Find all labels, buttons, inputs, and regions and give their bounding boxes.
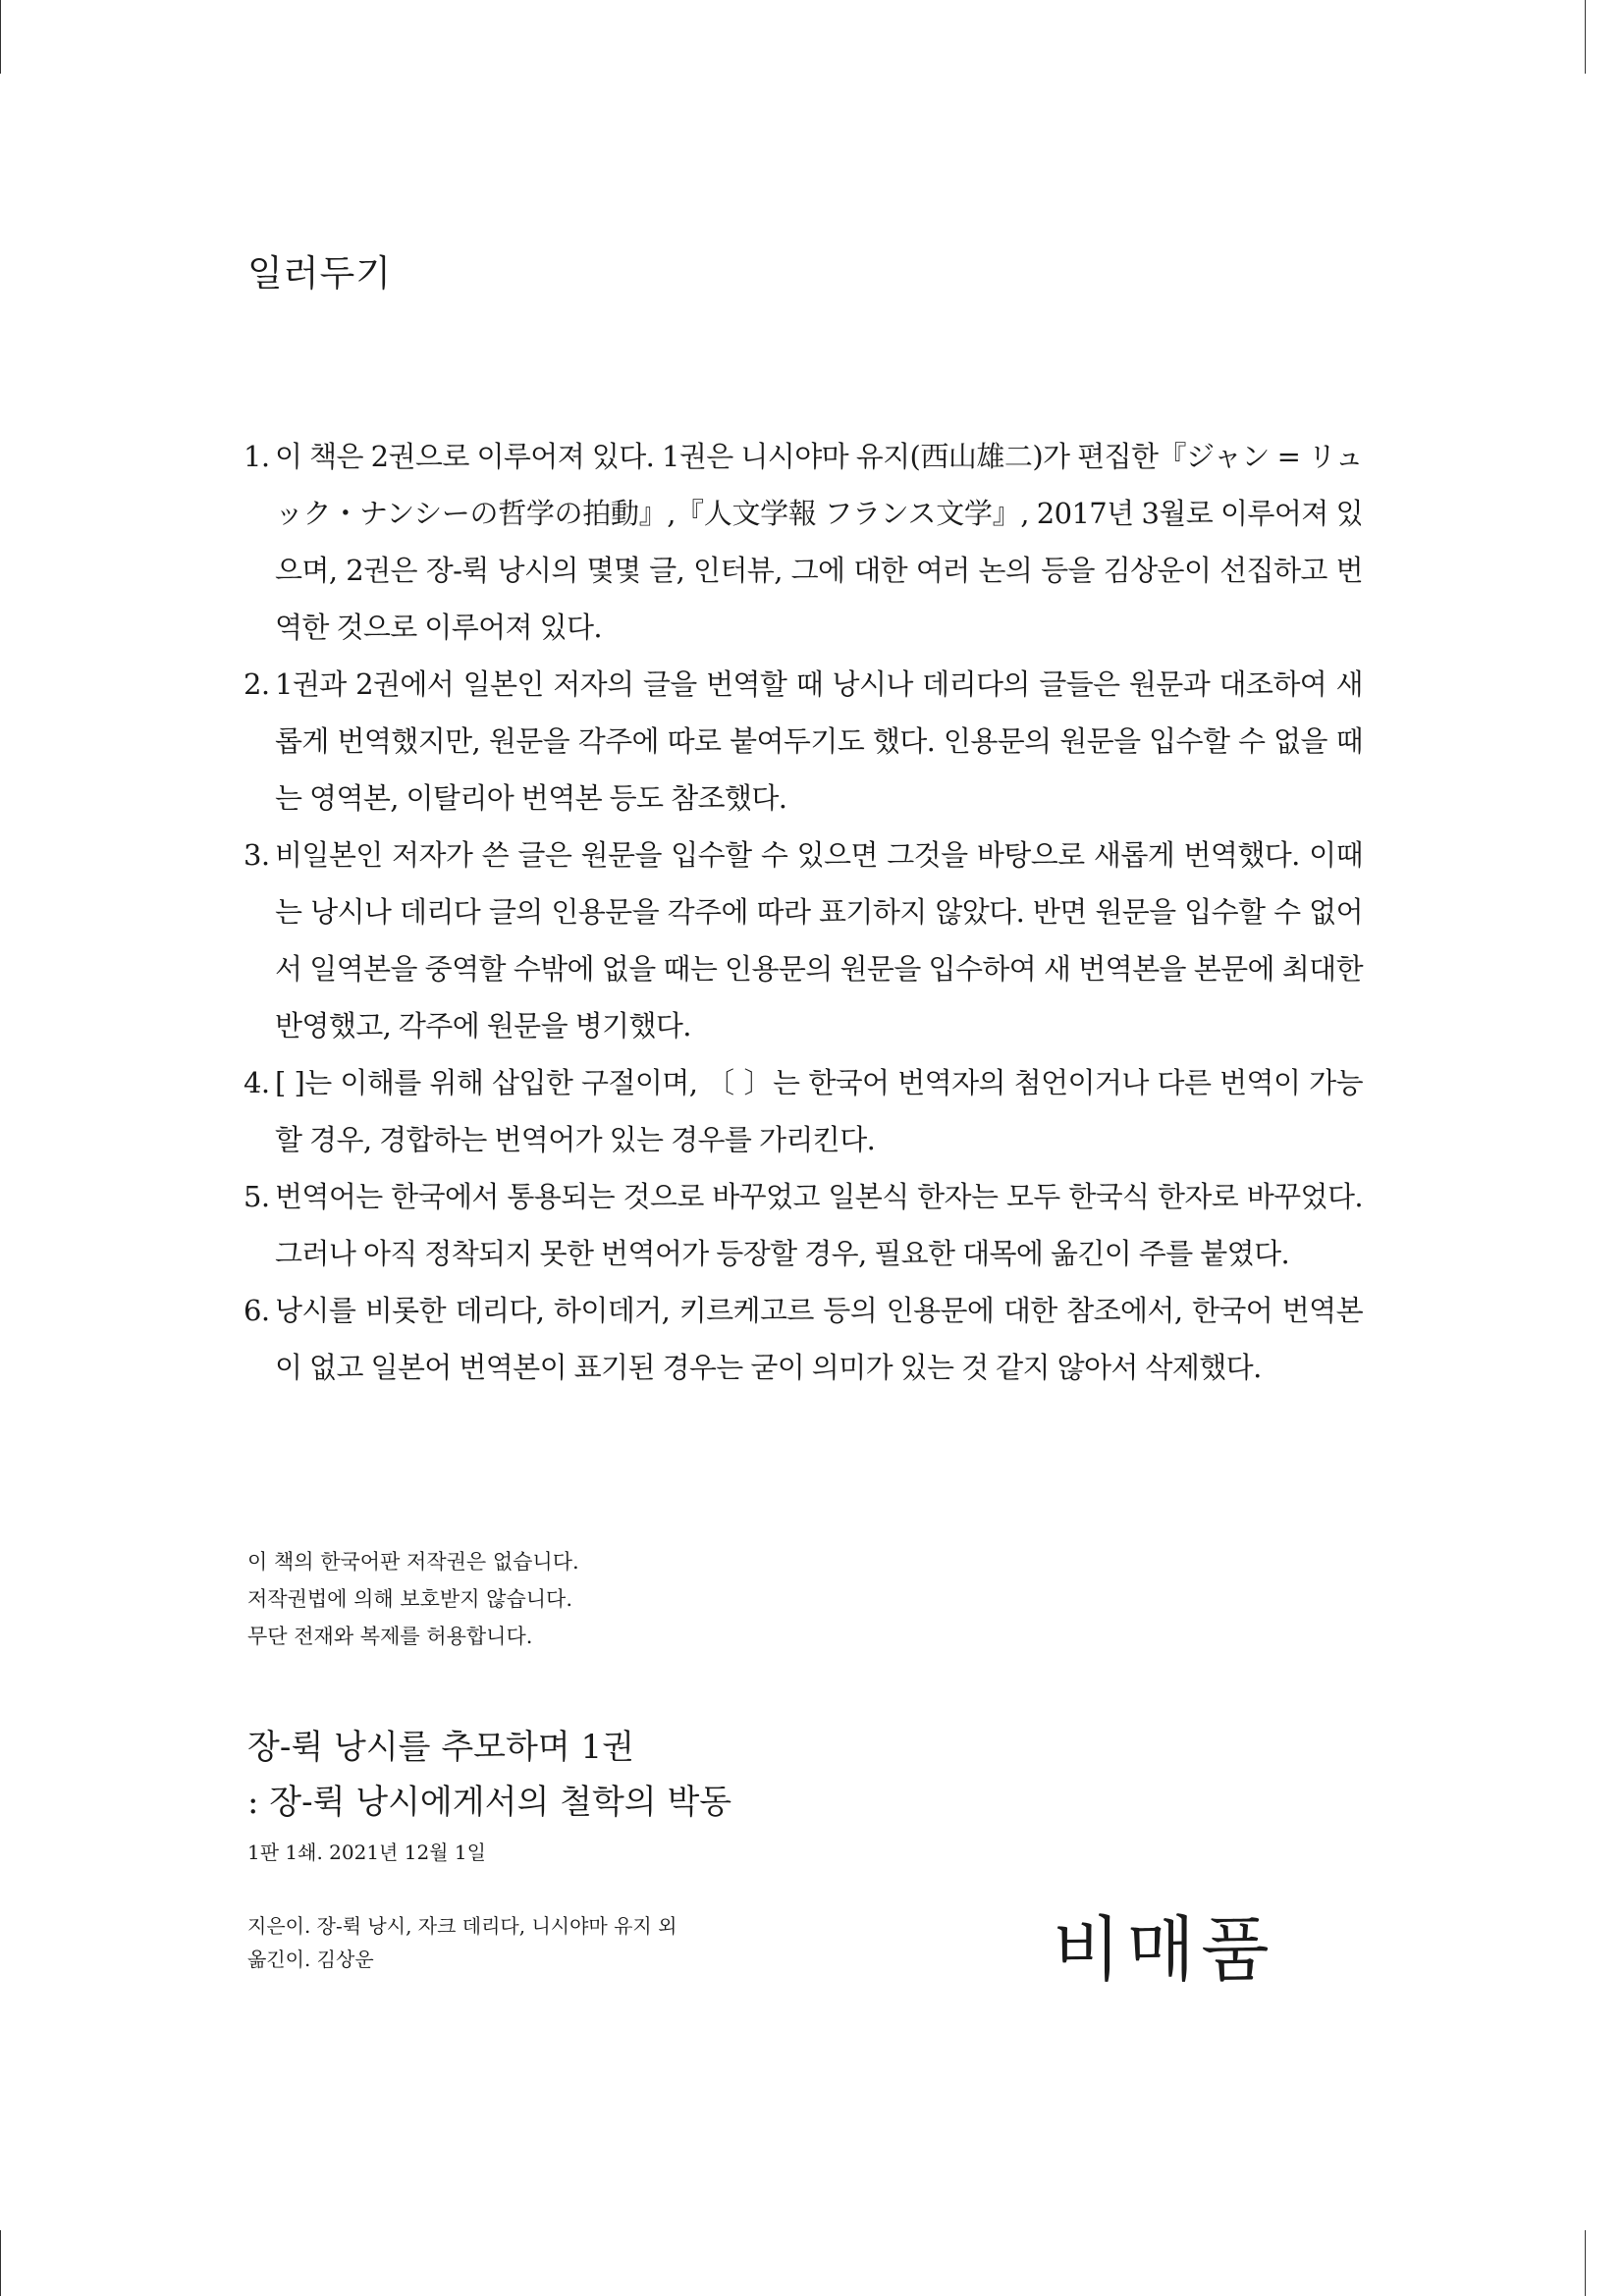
- notes-list: [244, 428, 1363, 1396]
- note-item: [244, 428, 1363, 656]
- book-title-block: [247, 1720, 731, 1830]
- crop-mark-bottom-right: [1585, 2230, 1586, 2296]
- copyright-line: 무단 전재와 복제를 허용합니다.: [247, 1625, 533, 1648]
- note-item: [244, 1282, 1363, 1396]
- note-text: 번역어는 한국에서 통용되는 것으로 바꾸었고 일본식 한자는 모두 한국식 한자로 바꾸었다. 그러나 아직 정착되지 못한 번역어가 등장할 경우, 필요한 대목에 옮긴이 주를 붙였다.: [275, 1180, 1363, 1270]
- note-text: [ ]는 이해를 위해 삽입한 구절이며, 〔 〕는 한국어 번역자의 첨언이거나 다른 번역이 가능할 경우, 경합하는 번역어가 있는 경우를 가리킨다.: [275, 1066, 1363, 1156]
- note-item: [244, 827, 1363, 1054]
- note-number: 2.: [244, 667, 270, 701]
- copyright-line: 저작권법에 의해 보호받지 않습니다.: [247, 1587, 572, 1611]
- note-number: 6.: [244, 1294, 270, 1327]
- note-number: 4.: [244, 1066, 270, 1099]
- page-heading: 일러두기: [247, 252, 392, 294]
- note-number: 1.: [244, 440, 270, 473]
- crop-mark-bottom-left: [0, 2230, 1, 2296]
- note-item: [244, 1168, 1363, 1282]
- crop-mark-top-left: [0, 0, 1, 74]
- copyright-notice: [247, 1543, 579, 1655]
- book-title: 장-뤽 낭시를 추모하며 1권: [247, 1728, 634, 1767]
- authors-credit: 지은이. 장-뤽 낭시, 자크 데리다, 니시야마 유지 외: [247, 1914, 677, 1938]
- note-text: 비일본인 저자가 쓴 글은 원문을 입수할 수 있으면 그것을 바탕으로 새롭게 번역했다. 이때는 낭시나 데리다 글의 인용문을 각주에 따라 표기하지 않았다. 반면 원문을 입수할 수 없어서 일역본을 중역할 수밖에 없을 때는 인용문의 원문을 입수하여 새 번역본을 본문에 최대한 반영했고, 각주에 원문을 병기했다.: [275, 838, 1363, 1042]
- copyright-line: 이 책의 한국어판 저작권은 없습니다.: [247, 1550, 579, 1574]
- note-item: [244, 1054, 1363, 1168]
- crop-mark-top-right: [1585, 0, 1586, 74]
- edition-info: 1판 1쇄. 2021년 12월 1일: [247, 1841, 486, 1864]
- credits-block: [247, 1909, 677, 1976]
- note-number: 3.: [244, 838, 270, 872]
- note-text: 낭시를 비롯한 데리다, 하이데거, 키르케고르 등의 인용문에 대한 참조에서, 한국어 번역본이 없고 일본어 번역본이 표기된 경우는 굳이 의미가 있는 것 같지 않아서 삭제했다.: [275, 1294, 1363, 1384]
- note-item: [244, 656, 1363, 827]
- note-number: 5.: [244, 1180, 270, 1213]
- note-text: 이 책은 2권으로 이루어져 있다. 1권은 니시야마 유지(西山雄二)가 편집한『ジャン = リュック・ナンシーの哲学の拍動』,『人文学報 フランス文学』, 2017년 3월로 이루어져 있으며, 2권은 장-뤽 낭시의 몇몇 글, 인터뷰, 그에 대한 여러 논의 등을 김상운이 선집하고 번역한 것으로 이루어져 있다.: [275, 440, 1363, 644]
- note-text: 1권과 2권에서 일본인 저자의 글을 번역할 때 낭시나 데리다의 글들은 원문과 대조하여 새롭게 번역했지만, 원문을 각주에 따로 붙여두기도 했다. 인용문의 원문을 입수할 수 없을 때는 영역본, 이탈리아 번역본 등도 참조했다.: [275, 667, 1363, 815]
- not-for-sale-label: 비매품: [1053, 1908, 1275, 1991]
- translator-credit: 옮긴이. 김상운: [247, 1948, 374, 1971]
- book-subtitle: : 장-뤽 낭시에게서의 철학의 박동: [247, 1783, 732, 1822]
